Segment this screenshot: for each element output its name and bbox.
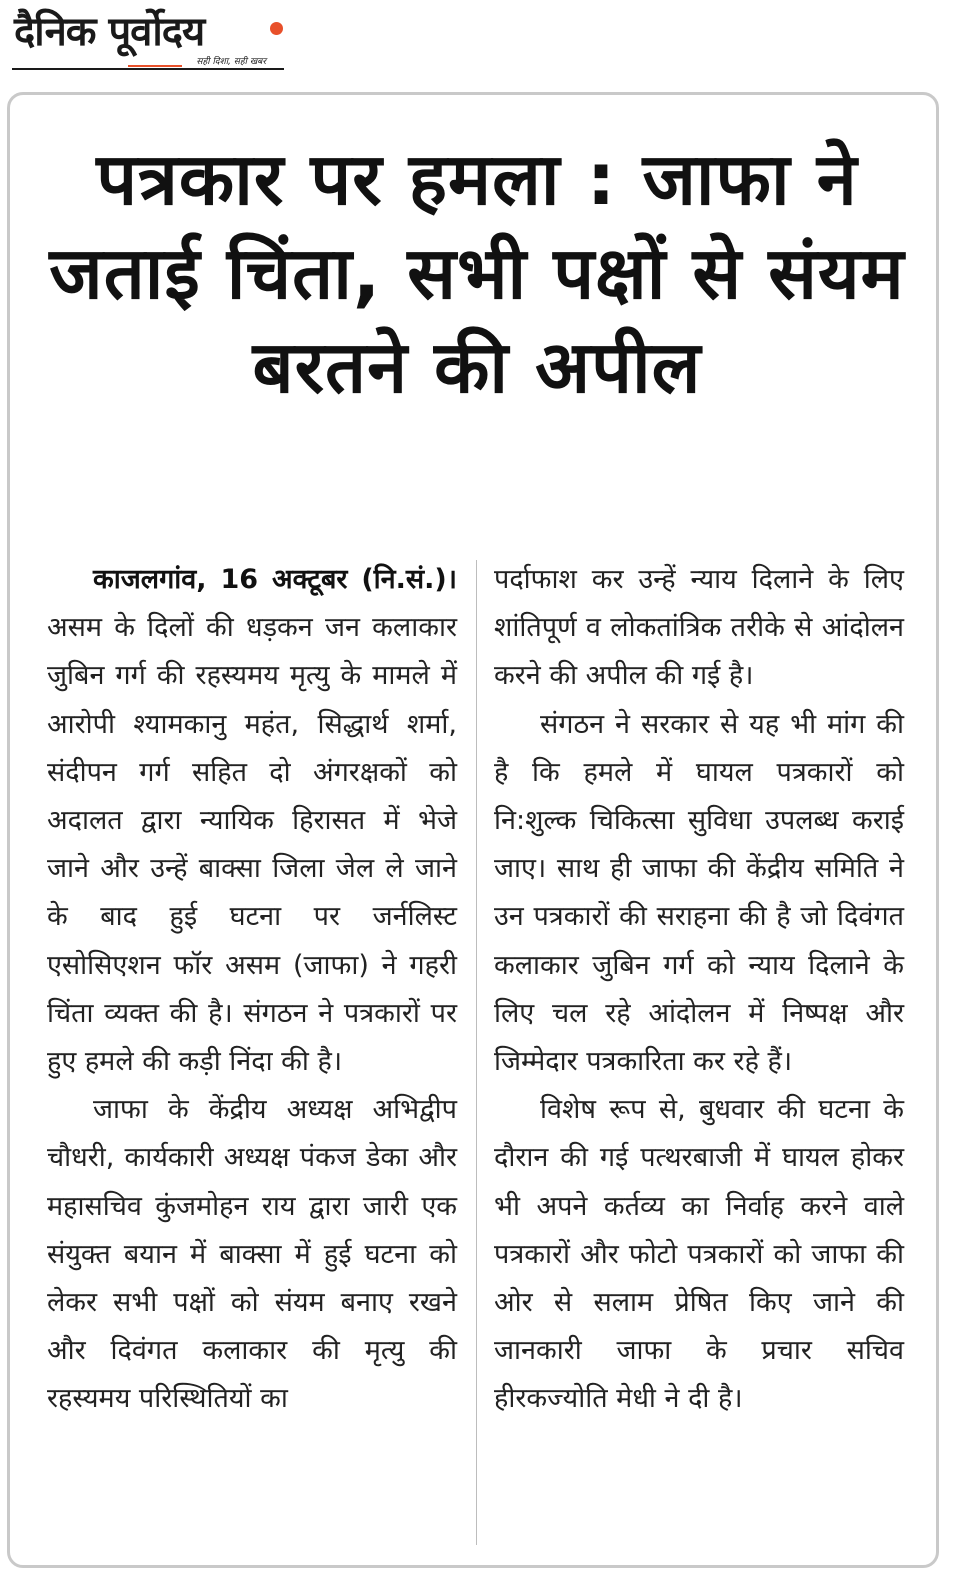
article-paragraph-1-text: असम के दिलों की धड़कन जन कलाकार जुबिन गर्ग की रहस्यमय मृत्यु के मामले में आरोपी श्यामकानु महंत, सिद्धार्थ शर्मा, संदीपन गर्ग सहित दो अंगरक्षकों को अदालत द्वारा न्यायिक हिरासत में भेजे जाने और उन्हें बाक्सा जिला जेल ले जाने के बाद हुई घटना पर जर्नलिस्ट एसोसिएशन फॉर असम (जाफा) ने गहरी चिंता व्यक्त की है। संगठन ने पत्रकारों पर हुए हमले की कड़ी निंदा की है। (47, 612, 457, 1078)
newspaper-logo: दैनिक पूर्वोदय (14, 9, 205, 55)
logo-accent-rule (128, 65, 182, 67)
logo-dot-icon (270, 22, 283, 35)
article-paragraph-5: विशेष रूप से, बुधवार की घटना के दौरान की गई पत्थरबाजी में घायल होकर भी अपने कर्तव्य का निर्वाह करने वाले पत्रकारों और फोटो पत्रकारों को जाफा की ओर से सलाम प्रेषित किए जाने की जानकारी जाफा के प्रचार सचिव हीरकज्योति मेधी ने दी है। (494, 1094, 904, 1415)
article-paragraph-1 (47, 556, 457, 1086)
article-column-right (494, 556, 904, 1424)
masthead (12, 8, 284, 70)
article-headline: पत्रकार पर हमला : जाफा ने जताई चिंता, सभी पक्षों से संयम बरतने की अपील (49, 137, 905, 409)
article-paragraph-2: जाफा के केंद्रीय अध्यक्ष अभिद्वीप चौधरी, कार्यकारी अध्यक्ष पंकज डेका और महासचिव कुंजमोहन राय द्वारा जारी एक संयुक्त बयान में बाक्सा में हुई घटना को लेकर सभी पक्षों को संयम बनाए रखने और दिवंगत कलाकार की मृत्यु की रहस्यमय परिस्थितियों का (47, 1094, 457, 1415)
article-paragraph-4: संगठन ने सरकार से यह भी मांग की है कि हमले में घायल पत्रकारों को नि:शुल्क चिकित्सा सुविधा उपलब्ध कराई जाए। साथ ही जाफा की केंद्रीय समिति ने उन पत्रकारों की सराहना की है जो दिवंगत कलाकार जुबिन गर्ग को न्याय दिलाने के लिए चल रहे आंदोलन में निष्पक्ष और जिम्मेदार पत्रकारिता कर रहे हैं। (494, 708, 904, 1078)
article-dateline: काजलगांव, 16 अक्टूबर (नि.सं.)। (93, 564, 457, 595)
article-column-left (47, 556, 457, 1424)
newspaper-tagline: सही दिशा, सही खबर (196, 57, 266, 67)
masthead-rule (12, 68, 284, 70)
column-divider (476, 560, 477, 1545)
article-paragraph-3: पर्दाफाश कर उन्हें न्याय दिलाने के लिए शांतिपूर्ण व लोकतांत्रिक तरीके से आंदोलन करने की अपील की गई है। (494, 564, 904, 692)
